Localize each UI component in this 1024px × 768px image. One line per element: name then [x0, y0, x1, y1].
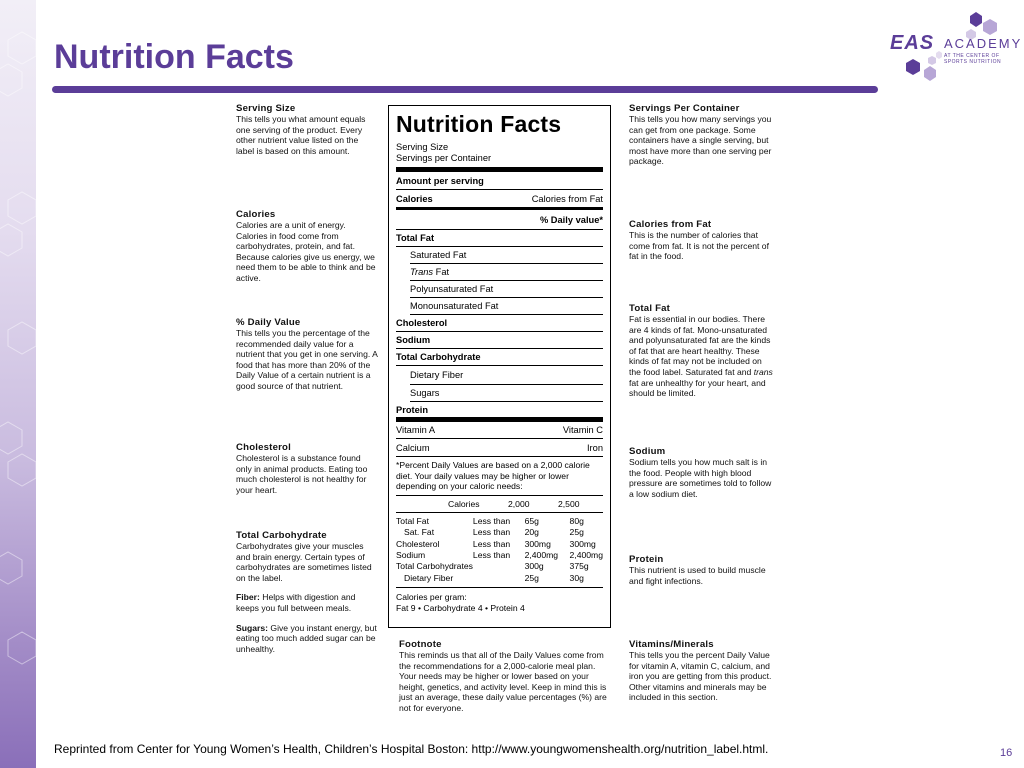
note-body: This tells you what amount equals one serving of the product. Every other nutrient value listed on the label is based on this amount. — [236, 114, 366, 156]
label-calories: Calories — [396, 193, 433, 204]
note-body: This tells you how many servings you can get from one package. Some containers have a single serving, but most have more than one serving per package. — [629, 114, 772, 167]
note-heading: % Daily Value — [236, 317, 301, 328]
label-dv-cell: 2,400mg — [524, 550, 559, 560]
label-total-carb-row — [396, 349, 603, 366]
label-cal-header-2000: 2,000 — [508, 498, 530, 509]
label-dv-cell — [473, 573, 525, 584]
note-body-part-a: Fat is essential in our bodies. There are 4 kinds of fat. Mono-unsaturated and polyunsaturated fat are the kinds of fat that are heart healthy. These kinds of fat may not be included on the food label. Saturated fat and — [629, 314, 771, 377]
label-total-fat-row — [396, 230, 603, 247]
note-calories-from-fat — [629, 219, 775, 262]
label-dv-cell: Less than — [472, 550, 511, 560]
note-heading: Serving Size — [236, 103, 296, 114]
label-footnote-text: *Percent Daily Values are based on a 2,000 calorie diet. Your daily values may be higher or lower depending on your caloric needs: — [396, 457, 603, 496]
label-saturated-fat: Saturated Fat — [410, 250, 467, 260]
label-dv-cell: 80g — [569, 515, 584, 526]
title-underline-bar — [52, 86, 878, 93]
logo-tagline: AT THE CENTER OF SPORTS NUTRITION — [944, 53, 1002, 65]
eas-academy-logo — [888, 8, 1023, 88]
label-dv-cell: 65g — [524, 515, 539, 526]
note-body: This reminds us that all of the Daily Values come from the recommendations for a 2,000-calorie meal plan. Your needs may be higher or lower based on your height, genetics, and activity level. Keep in mind this is just an average, these daily value percentages (%) are not for everyone. — [399, 650, 607, 713]
label-calcium: Calcium — [396, 442, 430, 453]
note-sodium — [629, 446, 775, 499]
label-calories-per-gram — [396, 587, 603, 614]
page-number: 16 — [1000, 747, 1013, 759]
label-dv-cell: 25g — [524, 572, 539, 583]
note-heading: Protein — [629, 554, 664, 565]
note-body: This nutrient is used to build muscle and fight infections. — [629, 565, 766, 586]
note-serving-size — [236, 103, 378, 156]
label-trans-fat-rest: Fat — [433, 267, 450, 277]
decorative-side-band — [0, 0, 36, 768]
label-cpg-title: Calories per gram: — [396, 592, 467, 603]
label-dv-cell: Sat. Fat — [404, 527, 435, 538]
nutrition-facts-label — [388, 105, 611, 628]
label-dv-cell: Total Fat — [396, 515, 429, 526]
note-heading: Total Carbohydrate — [236, 530, 327, 541]
label-title: Nutrition Facts — [396, 111, 562, 137]
note-body — [629, 314, 775, 399]
label-calories-from-fat: Calories from Fat — [531, 193, 603, 204]
label-mono-fat-row — [410, 298, 603, 315]
label-protein-row — [396, 402, 603, 422]
label-vitamin-a: Vitamin A — [396, 425, 436, 435]
label-sodium-row — [396, 332, 603, 349]
note-calories — [236, 209, 378, 284]
label-vitamin-c: Vitamin C — [562, 425, 603, 435]
label-dv-cell: 375g — [569, 561, 589, 572]
slide-footer-citation: Reprinted from Center for Young Women’s Health, Children’s Hospital Boston: http://www.youngwomenshealth.org/nutrition_label.html. — [54, 742, 769, 756]
label-calorie-header — [396, 496, 603, 513]
note-heading: Vitamins/Minerals — [629, 639, 714, 650]
note-heading: Sodium — [629, 446, 666, 457]
label-mono-fat: Monounsaturated Fat — [410, 301, 499, 311]
label-dv-cell — [473, 561, 525, 572]
logo-academy-text: ACADEMY — [944, 36, 1023, 51]
label-calories-row — [396, 190, 603, 210]
note-sugars-heading: Sugars: — [236, 622, 268, 633]
label-dv-cell: Total Carbohydrates — [396, 561, 473, 572]
label-daily-value-table — [396, 516, 603, 584]
note-body: This tells you the percent Daily Value for vitamin A, vitamin C, calcium, and iron you are getting from this product. Other vitamins and minerals may be included in this section. — [629, 650, 772, 703]
logo-brand-text: EAS — [890, 32, 935, 54]
label-sugars-row — [410, 385, 603, 402]
label-dietary-fiber-row — [410, 366, 603, 385]
label-dv-cell: 300mg — [524, 538, 551, 549]
hexagon-pattern-icon — [0, 0, 36, 768]
note-sugars — [236, 623, 378, 655]
note-vitamins-minerals — [629, 639, 775, 703]
note-body: Carbohydrates give your muscles and brain energy. Certain types of carbohydrates are sometimes listed on the label. — [236, 541, 372, 583]
label-poly-fat: Polyunsaturated Fat — [410, 284, 494, 294]
label-dv-cell: Less than — [472, 515, 511, 526]
label-sodium: Sodium — [396, 335, 431, 345]
label-minerals-row — [396, 439, 603, 457]
label-trans-fat-row — [410, 264, 603, 281]
label-total-fat: Total Fat — [396, 233, 435, 243]
label-serving-size: Serving Size — [396, 142, 449, 152]
label-total-carb: Total Carbohydrate — [396, 352, 481, 362]
note-body: This tells you the percentage of the recommended daily value for a nutrient that you get in one serving. A food that has more than 20% of the Daily Value of a certain nutrient is a good source of that nutrient. — [236, 328, 378, 391]
label-dv-cell: 300g — [524, 561, 544, 572]
note-heading: Total Fat — [629, 303, 671, 314]
label-amount-per-serving — [396, 172, 603, 190]
note-body: Calories are a unit of energy. Calories in food come from carbohydrates, protein, and fat. Because calories give us energy, we need them to be able to think and be active. — [236, 220, 376, 283]
label-dv-cell: Less than — [472, 538, 511, 549]
label-dv-row — [396, 550, 603, 561]
note-total-carbohydrate — [236, 530, 378, 654]
note-heading: Servings Per Container — [629, 103, 740, 114]
label-dv-cell: Dietary Fiber — [404, 572, 454, 583]
label-dv-cell: 25g — [569, 527, 584, 538]
slide-title: Nutrition Facts — [54, 38, 294, 76]
label-dv-row — [396, 527, 603, 538]
note-daily-value — [236, 317, 378, 392]
note-footnote — [399, 639, 609, 714]
note-cholesterol — [236, 442, 378, 495]
label-trans-fat — [410, 267, 449, 277]
label-daily-value-row — [396, 210, 603, 230]
label-amount-text: Amount per serving — [396, 175, 484, 186]
label-dv-row — [396, 561, 603, 572]
note-heading: Cholesterol — [236, 442, 291, 453]
label-cpg-values: Fat 9 • Carbohydrate 4 • Protein 4 — [396, 603, 525, 614]
label-dv-cell: 20g — [524, 527, 539, 538]
label-cholesterol-row — [396, 315, 603, 332]
label-cholesterol: Cholesterol — [396, 318, 448, 328]
label-dv-cell: 30g — [569, 572, 584, 583]
label-dv-cell: 2,400mg — [569, 550, 603, 560]
label-dietary-fiber: Dietary Fiber — [410, 370, 464, 380]
note-body: Sodium tells you how much salt is in the food. People with high blood pressure are sometimes told to follow a low sodium diet. — [629, 457, 772, 499]
note-heading: Calories from Fat — [629, 219, 712, 230]
label-dv-cell: 300mg — [569, 538, 596, 549]
note-body: Cholesterol is a substance found only in animal products. Eating too much cholesterol is not healthy for your heart. — [236, 453, 368, 495]
label-dv-cell: Less than — [472, 527, 511, 538]
note-sugars-body: Give you instant energy, but eating too much added sugar can be unhealthy. — [236, 622, 377, 654]
label-poly-fat-row — [410, 281, 603, 298]
note-body: This is the number of calories that come from fat. It is not the percent of fat in the food. — [629, 230, 769, 262]
note-fiber — [236, 592, 378, 613]
label-cal-header-2500: 2,500 — [558, 498, 580, 509]
note-fiber-heading: Fiber: — [236, 592, 260, 603]
label-sugars: Sugars — [410, 388, 440, 398]
label-cal-header-label: Calories — [448, 498, 480, 509]
label-iron: Iron — [586, 442, 603, 453]
note-servings-per-container — [629, 103, 775, 167]
note-total-fat — [629, 303, 775, 399]
label-saturated-fat-row — [410, 247, 603, 264]
label-vitamins-row — [396, 422, 603, 439]
label-dv-row — [396, 539, 603, 550]
note-heading: Calories — [236, 209, 276, 220]
label-protein: Protein — [396, 404, 429, 415]
label-dv-row — [396, 516, 603, 527]
note-heading: Footnote — [399, 639, 442, 650]
note-fiber-body: Helps with digestion and keeps you full between meals. — [236, 592, 356, 613]
label-trans-word: Trans — [410, 267, 434, 277]
label-dv-row — [396, 573, 603, 584]
label-dv-cell: Cholesterol — [396, 538, 440, 549]
label-dv-cell: Sodium — [396, 550, 426, 560]
label-daily-value: % Daily value* — [539, 214, 603, 225]
label-servings-per-container: Servings per Container — [396, 153, 603, 172]
note-body-part-b: fat are unhealthy for your heart, and should be limited. — [629, 377, 766, 399]
note-body-trans: trans — [753, 366, 773, 377]
note-protein — [629, 554, 775, 586]
